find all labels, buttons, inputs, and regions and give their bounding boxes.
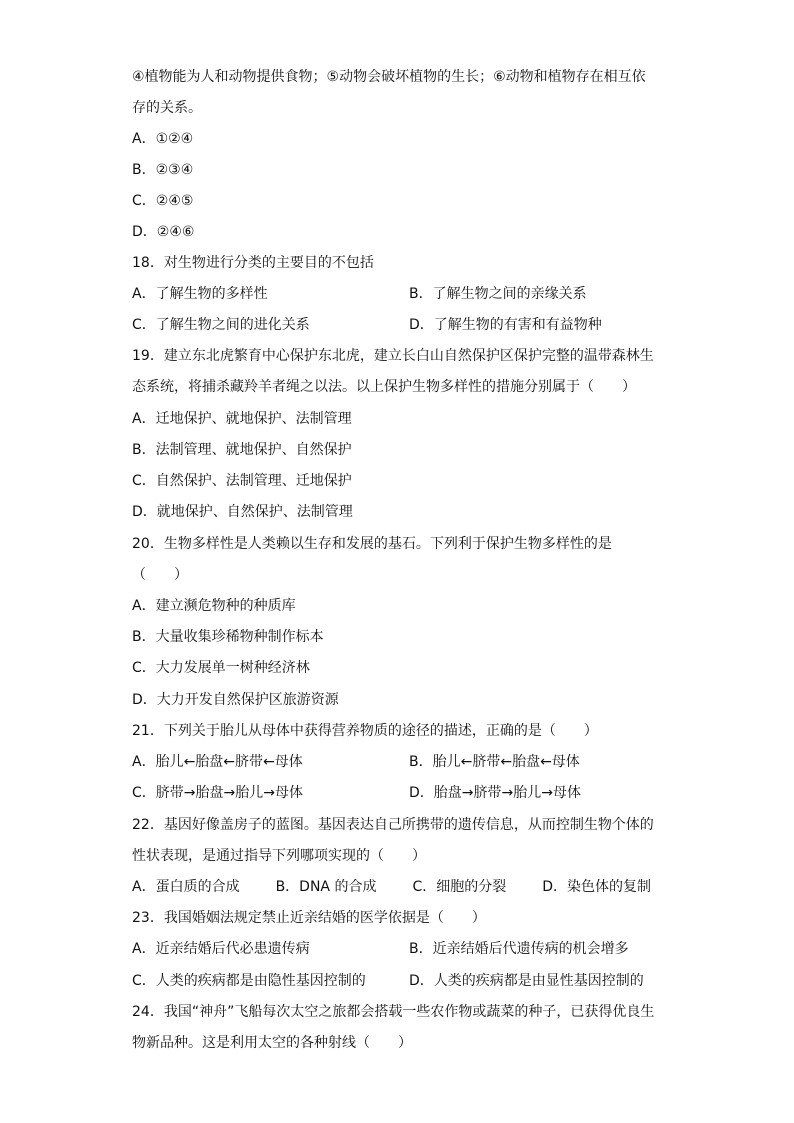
q20-stem-line-1: 20．生物多样性是人类赖以生存和发展的基石。下列利于保护生物多样性的是 bbox=[132, 536, 612, 552]
q17-stem-line-2: 存的关系。 bbox=[132, 100, 202, 116]
q22-options-row bbox=[132, 877, 687, 897]
q22-option-d: D．染色体的复制 bbox=[542, 879, 652, 895]
q17-option-c: C．②④⑤ bbox=[132, 193, 194, 209]
q22-stem-line-1: 22．基因好像盖房子的蓝图。基因表达自己所携带的遗传信息，从而控制生物个体的 bbox=[132, 817, 654, 833]
q19-stem-line-1: 19．建立东北虎繁育中心保护东北虎，建立长白山自然保护区保护完整的温带森林生 bbox=[132, 348, 654, 364]
q18-option-a: A．了解生物的多样性 bbox=[132, 286, 268, 302]
q21-option-a: A．胎儿←胎盘←脐带←母体 bbox=[132, 754, 303, 770]
q22-stem-line-2: 性状表现，是通过指导下列哪项实现的（ ） bbox=[132, 848, 426, 864]
q20-option-c: C．大力发展单一树种经济林 bbox=[132, 660, 310, 676]
q20-option-d: D．大力开发自然保护区旅游资源 bbox=[132, 692, 339, 708]
q18-option-d: D．了解生物的有害和有益物种 bbox=[409, 317, 602, 333]
q23-option-c: C．人类的疾病都是由隐性基因控制的 bbox=[132, 973, 366, 989]
q18-stem: 18．对生物进行分类的主要目的不包括 bbox=[132, 255, 374, 271]
q22-option-c: C．细胞的分裂 bbox=[412, 879, 507, 895]
q19-option-b: B．法制管理、就地保护、自然保护 bbox=[132, 442, 352, 458]
q19-option-a: A．迁地保护、就地保护、法制管理 bbox=[132, 411, 352, 427]
q24-stem-line-2: 物新品种。这是利用太空的各种射线（ ） bbox=[132, 1035, 412, 1051]
q23-option-a: A．近亲结婚后代必患遗传病 bbox=[132, 941, 310, 957]
q23-stem: 23．我国婚姻法规定禁止近亲结婚的医学依据是（ ） bbox=[132, 910, 486, 926]
q21-option-c: C．脐带→胎盘→胎儿→母体 bbox=[132, 785, 303, 801]
q23-option-b: B．近亲结婚后代遗传病的机会增多 bbox=[409, 941, 629, 957]
q20-stem-line-2: （ ） bbox=[132, 567, 188, 583]
q17-option-d: D．②④⑥ bbox=[132, 224, 195, 240]
q19-option-d: D．就地保护、自然保护、法制管理 bbox=[132, 504, 353, 520]
q22-option-b: B．DNA 的合成 bbox=[275, 879, 377, 895]
q20-option-a: A．建立濒危物种的种质库 bbox=[132, 598, 296, 614]
q20-option-b: B．大量收集珍稀物种制作标本 bbox=[132, 629, 324, 645]
q18-option-b: B．了解生物之间的亲缘关系 bbox=[409, 286, 587, 302]
q21-option-b: B．胎儿←脐带←胎盘←母体 bbox=[409, 754, 580, 770]
q24-stem-line-1: 24．我国“神舟”飞船每次太空之旅都会搭载一些农作物或蔬菜的种子，已获得优良生 bbox=[132, 1004, 655, 1020]
q18-option-c: C．了解生物之间的进化关系 bbox=[132, 317, 310, 333]
q19-stem-line-2: 态系统，将捕杀藏羚羊者绳之以法。以上保护生物多样性的措施分别属于（ ） bbox=[132, 379, 636, 395]
q17-stem-line-1: ④植物能为人和动物提供食物；⑤动物会破坏植物的生长；⑥动物和植物存在相互依 bbox=[132, 69, 646, 85]
q21-stem: 21．下列关于胎儿从母体中获得营养物质的途径的描述，正确的是（ ） bbox=[132, 723, 598, 739]
q21-option-d: D．胎盘→脐带→胎儿→母体 bbox=[409, 785, 581, 801]
q17-option-a: A．①②④ bbox=[132, 131, 194, 147]
q23-option-d: D．人类的疾病都是由显性基因控制的 bbox=[409, 973, 644, 989]
q17-option-b: B．②③④ bbox=[132, 162, 194, 178]
q22-option-a: A．蛋白质的合成 bbox=[132, 879, 240, 895]
q19-option-c: C．自然保护、法制管理、迁地保护 bbox=[132, 473, 352, 489]
